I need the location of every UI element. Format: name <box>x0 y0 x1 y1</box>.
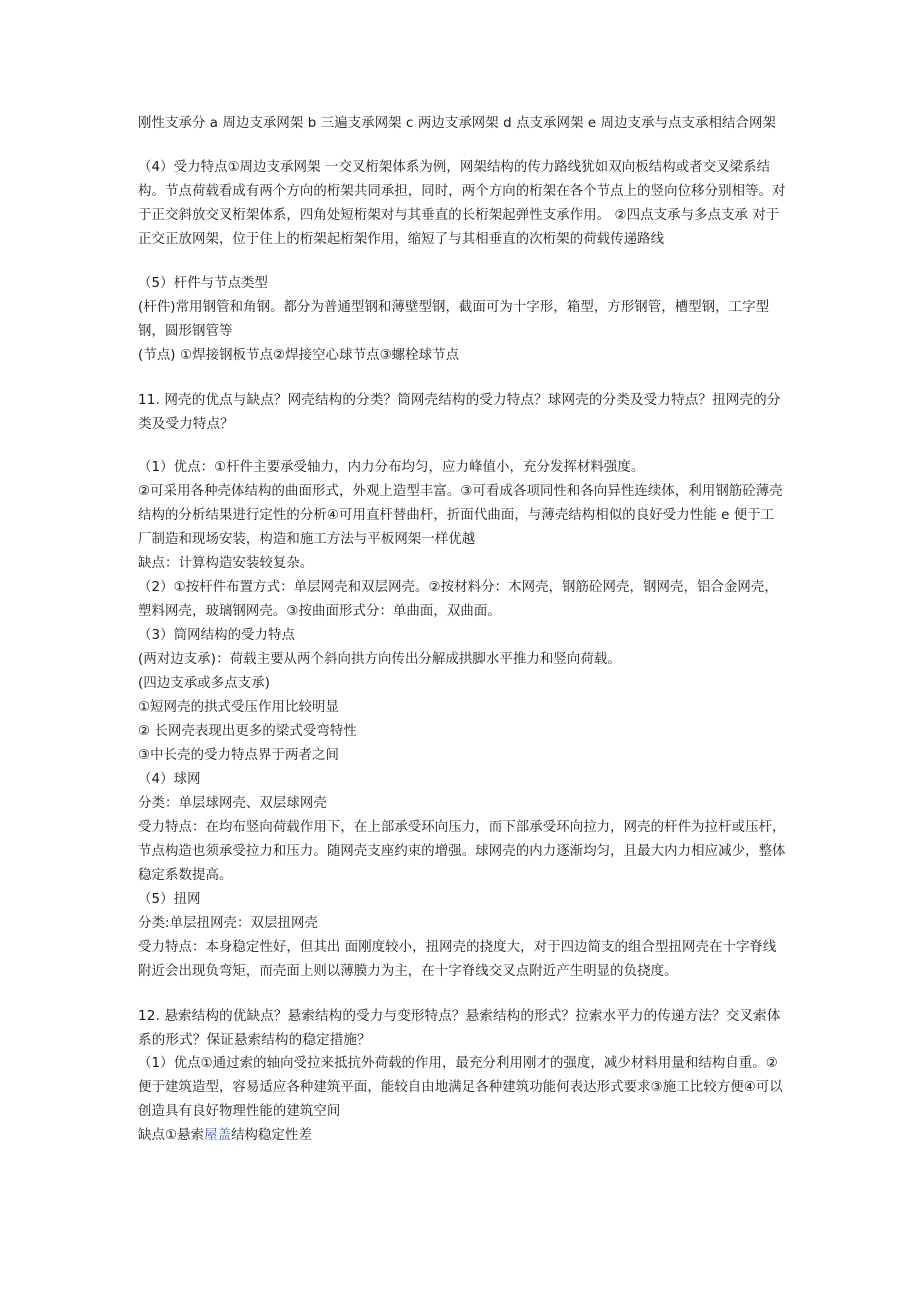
advantages-line-2: ②可采用各种壳体结构的曲面形式，外观上造型丰富。③可看成各项同性和各向异性连续体，利用钢筋砼薄壳结构的分析结果进行定性的分析④可用直杆替曲杆，折面代曲面，与薄壳结构相似的良好受力性能 e 便于工厂制造和现场安装，构造和施工方法与平板网架一样优越 <box>138 484 783 547</box>
advantages-line-1: （1）优点：①杆件主要承受轴力，内力分布均匀，应力峰值小，充分发挥材料强度。 <box>138 460 645 475</box>
document-page <box>138 112 786 1148</box>
twisted-force-paragraph: 受力特点：本身稳定性好，但其出 面刚度较小，扭网壳的挠度大，对于四边简支的组合型扭网壳在十字脊线附近会出现负弯矩，而壳面上则以薄膜力为主，在十字脊线交叉点附近产生明显的负挠度。 <box>138 940 777 979</box>
cylindrical-shell-heading: （3）筒网结构的受力特点 <box>138 628 296 643</box>
medium-shell-line: ③中长壳的受力特点界于两者之间 <box>138 748 339 763</box>
two-edge-support-line: (两对边支承)：荷载主要从两个斜向拱方向传出分解成拱脚水平推力和竖向荷载。 <box>138 652 621 667</box>
four-edge-support-line: (四边支承或多点支承) <box>138 676 271 691</box>
member-joint-type-heading: （5）杆件与节点类型 <box>138 276 269 291</box>
twisted-classification-line: 分类:单层扭网壳：双层扭网壳 <box>138 916 318 931</box>
spherical-force-paragraph: 受力特点：在均布竖向荷载作用下，在上部承受环向压力，而下部承受环向拉力，网壳的杆件为拉杆或压杆，节点构造也须承受拉力和压力。随网壳支座约束的增强。球网壳的内力逐渐均匀，且最大内力相应减少，整体稳定系数提高。 <box>138 820 786 883</box>
question-12-heading: 12. 悬索结构的优缺点？悬索结构的受力与变形特点？悬索结构的形式？拉索水平力的传递方法？交叉索体系的形式？保证悬索结构的稳定措施？ <box>138 1008 781 1048</box>
short-shell-line: ①短网壳的拱式受压作用比较明显 <box>138 700 339 715</box>
joint-paragraph: (节点) ①焊接钢板节点②焊接空心球节点③螺栓球节点 <box>138 348 460 363</box>
spherical-classification-line: 分类：单层球网壳、双层球网壳 <box>138 796 327 811</box>
spherical-shell-heading: （4）球网 <box>138 772 201 787</box>
classification-paragraph: （2）①按杆件布置方式：单层网壳和双层网壳。②按材料分：木网壳，钢筋砼网壳，钢网壳，铝合金网壳，塑料网壳，玻璃钢网壳。③按曲面形式分：单曲面，双曲面。 <box>138 580 778 619</box>
cable-disadvantages-line <box>138 1124 786 1148</box>
long-shell-line: ② 长网壳表现出更多的梁式受弯特性 <box>138 724 357 739</box>
disadvantage-suffix: 结构稳定性差 <box>231 1128 313 1143</box>
disadvantage-prefix: 缺点①悬索 <box>138 1128 205 1143</box>
twisted-shell-heading: （5）扭网 <box>138 892 201 907</box>
force-characteristics-paragraph: （4）受力特点①周边支承网架 一交叉桁架体系为例，网架结构的传力路线犹如双向板结构或者交叉梁系结构。节点荷载看成有两个方向的桁架共同承担，同时，两个方向的桁架在各个节点上的竖向位移分别相等。对于正交斜放交叉桁架体系，四角处短桁架对与其垂直的长桁架起弹性支承作用。 ②四点支承与多点支承 对于正交正放网架，位于住上的桁架起桁架作用，缩短了与其相垂直的次桁架的荷载传递路线 <box>138 160 786 247</box>
cable-advantages-paragraph: （1）优点①通过索的轴向受拉来抵抗外荷载的作用，最充分利用刚才的强度，减少材料用量和结构自重。②便于建筑造型，容易适应各种建筑平面，能较自由地满足各种建筑功能何表达形式要求③施工比较方便④可以创造具有良好物理性能的建筑空间 <box>138 1056 783 1119</box>
roof-link[interactable]: 屋盖 <box>204 1128 232 1143</box>
support-types-paragraph: 刚性支承分 a 周边支承网架 b 三遍支承网架 c 两边支承网架 d 点支承网架 e 周边支承与点支承相结合网架 <box>138 116 776 131</box>
disadvantages-line: 缺点：计算构造安装较复杂。 <box>138 556 314 571</box>
question-11-heading: 11. 网壳的优点与缺点？网壳结构的分类？筒网壳结构的受力特点？球网壳的分类及受力特点？扭网壳的分类及受力特点？ <box>138 392 781 432</box>
member-paragraph: (杆件)常用钢管和角钢。都分为普通型钢和薄壁型钢，截面可为十字形，箱型，方形钢管，槽型钢，工字型钢，圆形钢管等 <box>138 300 770 339</box>
